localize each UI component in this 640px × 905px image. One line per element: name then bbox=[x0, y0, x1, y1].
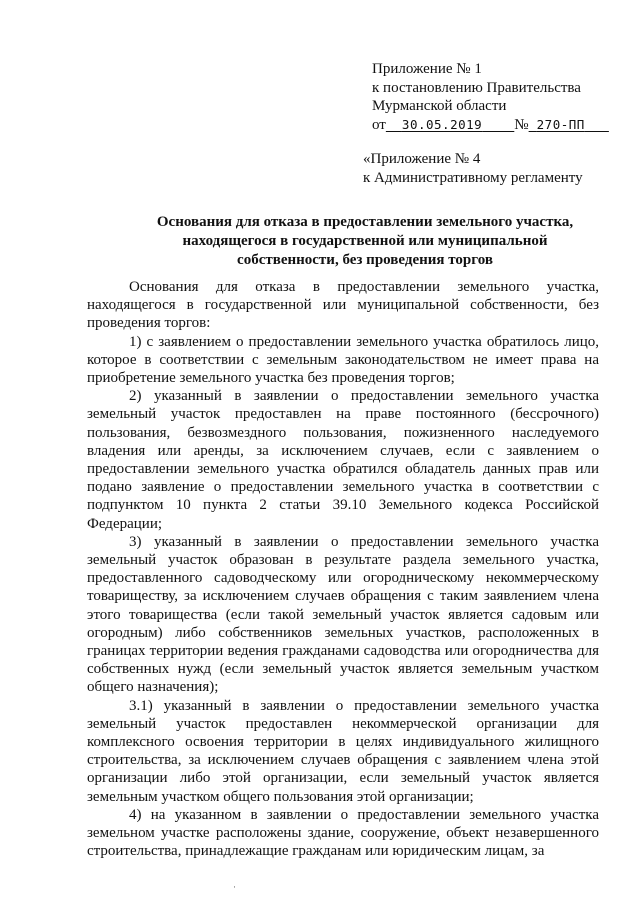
annex-number: Приложение № 1 bbox=[372, 61, 482, 77]
title-line-3: собственности, без проведения торгов bbox=[237, 252, 493, 268]
paragraph-item-1: 1) с заявлением о предоставлении земельного участка обратилось лицо, которое в соответствии с земельным законодательством не имеет права на приобретение земельного участка без проведения торгов; bbox=[87, 333, 599, 387]
scan-mark: · bbox=[233, 882, 236, 892]
annex-header bbox=[372, 60, 609, 134]
paragraph-item-3: 3) указанный в заявлении о предоставлении земельного участка земельный участок образован в результате раздела земельного участка, предоставленного садоводческому или огородническому некоммерческому товариществу, за исключением случаев обращения с таким заявлением члена этого товарищества (если такой земельный участок является садовым или огородным) либо собственников земельных участков, расположенных в границах территории ведения гражданами садоводства или огородничества для собственных нужд (если земельный участок является земельным участком общего назначения); bbox=[87, 533, 599, 696]
title-line-1: Основания для отказа в предоставлении земельного участка, bbox=[156, 214, 574, 230]
annex-decree: к постановлению Правительства bbox=[372, 79, 581, 96]
number-prefix: № bbox=[514, 116, 529, 133]
annex-date-line bbox=[372, 116, 609, 135]
number-value: 270-ПП bbox=[536, 116, 585, 132]
annex-sub-header bbox=[363, 150, 583, 187]
paragraph-item-3-1: 3.1) указанный в заявлении о предоставлении земельного участка земельный участок предоставлен некоммерческой организации для комплексного освоения территории в целях индивидуального жилищного строительства, за исключением случаев обращения с заявлением члена этой организации либо этой организации, если земельный участок является земельным участком общего пользования этой организации; bbox=[87, 697, 599, 805]
document-body bbox=[87, 278, 599, 861]
annex-4-label: «Приложение № 4 bbox=[363, 151, 481, 167]
annex-regulation: к Административному регламенту bbox=[363, 169, 583, 186]
title-line-2: находящегося в государственной или муниципальной bbox=[182, 233, 548, 249]
date-value: 30.05.2019 bbox=[401, 116, 483, 132]
document-title bbox=[100, 213, 630, 270]
paragraph-intro: Основания для отказа в предоставлении земельного участка, находящегося в государственной или муниципальной собственности, без проведения торгов: bbox=[87, 279, 599, 332]
paragraph-item-4: 4) на указанном в заявлении о предоставлении земельного участка земельном участке расположены здание, сооружение, объект незавершенного строительства, принадлежащие гражданам или юридическим лицам, за bbox=[87, 806, 599, 860]
paragraph-item-2: 2) указанный в заявлении о предоставлении земельного участка земельный участок предоставлен на праве постоянного (бессрочного) пользования, безвозмездного пользования, пожизненного наследуемого владения или аренды, за исключением случаев, если с заявлением о предоставлении земельного участка обратился обладатель данных прав или подано заявление о предоставлении земельного участка в соответствии с подпунктом 10 пункта 2 статьи 39.10 Земельного кодекса Российской Федерации; bbox=[87, 388, 599, 532]
annex-region: Мурманской области bbox=[372, 98, 507, 114]
date-prefix: от bbox=[372, 116, 386, 133]
